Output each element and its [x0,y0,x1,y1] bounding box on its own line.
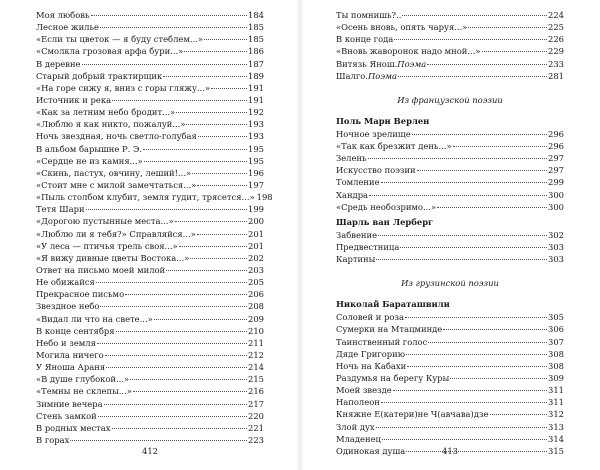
toc-entry-title: Соловей и роза [336,312,404,323]
toc-entry [36,215,264,227]
dot-leader [450,378,547,379]
toc-entry [36,94,264,106]
toc-entry [36,349,264,361]
toc-entry-page: 226 [548,34,564,45]
toc-entry-page: 193 [248,131,264,142]
toc-entry [36,9,264,21]
dot-leader [378,235,547,236]
toc-entry-page: 185 [248,22,264,33]
toc-entry-page: 296 [548,140,564,151]
toc-entry-page: 202 [248,252,264,263]
toc-entry-page: 303 [548,254,564,265]
toc-entry-title: В конце сентября [36,325,115,336]
dot-leader [381,402,547,403]
toc-entry [36,373,264,385]
toc-entry-page: 305 [548,312,564,323]
toc-entry [36,325,264,337]
toc-entry [336,433,564,445]
toc-entry [36,106,264,118]
toc-entry [336,229,564,241]
dot-leader [443,329,547,330]
toc-entry [36,45,264,57]
section-heading-french: Из французской поэзии [397,94,503,105]
toc-entry-page: 195 [248,143,264,154]
toc-entry [36,337,264,349]
dot-leader [406,354,547,355]
toc-entry [336,176,564,188]
dot-leader [204,39,247,40]
toc-entry [336,348,564,360]
toc-entry-title: «Стоит мне с милой замечтаться...» [36,179,197,190]
toc-entry [36,21,264,33]
toc-entry [336,372,564,384]
toc-entry-title: В родных местах [36,422,111,433]
dot-leader [186,124,247,125]
dot-leader [437,207,547,208]
toc-entry [36,300,264,312]
dot-leader [407,366,547,367]
toc-entry-page: 221 [248,422,264,433]
toc-entry-page: 308 [548,360,564,371]
toc-entry-title: Предвестница [336,241,400,252]
toc-entry-page: 220 [248,410,264,421]
toc-entry [336,396,564,408]
toc-entry-title: «На горе сижу я, вниз с горы гляжу...» [36,82,210,93]
toc-entry-page: 196 [248,167,264,178]
toc-entry-title: Зимние вечера [36,398,103,409]
toc-entry [336,58,564,70]
toc-entry-title: Искусство поэзии [336,165,416,176]
toc-entry [336,360,564,372]
toc-entry-title: Старый добрый трактирщик [36,70,163,81]
toc-entry [36,252,264,264]
toc-entry-title: «В душе глубокой...» [36,374,130,385]
dot-leader [70,440,247,441]
toc-entry-page: 233 [548,58,564,69]
toc-entry [336,323,564,335]
author-baratashvili: Николай Бараташвили [336,299,450,310]
dot-leader [130,379,247,380]
dot-leader [400,247,547,248]
dot-leader [100,306,247,307]
toc-entry-page: 300 [548,201,564,212]
lerberghe-entries [336,229,564,265]
toc-entry-page: 225 [548,22,564,33]
toc-entry-title: «Если ты цветок — я буду стеблем...» [36,34,204,45]
toc-entry-title: У Яноша Араня [36,362,106,373]
dot-leader [91,15,247,16]
dot-leader [197,185,247,186]
toc-entry-title: Княжне Е(катери)не Ч(авчава)дзе [336,409,489,420]
toc-entry-page: 312 [548,409,564,420]
toc-entry-page: 308 [548,348,564,359]
toc-entry [336,164,564,176]
toc-entry-page: 212 [248,349,264,360]
toc-entry [336,152,564,164]
toc-entry-page: 315 [548,445,564,456]
toc-entry-page: 192 [248,107,264,118]
toc-entry-title: Ты помнишь?.. [336,10,402,20]
toc-entry-title: Сумерки на Мтацминде [336,324,443,335]
toc-entry-page: 216 [248,386,264,397]
toc-entry [336,384,564,396]
toc-entry-title: «Я вижу дивные цветы Востока...» [36,252,190,263]
dot-leader [175,221,247,222]
left-toc-list [36,9,273,446]
toc-entry-page: 281 [548,70,564,81]
toc-entry-page: 297 [548,165,564,176]
toc-entry-title: Томление [336,177,380,188]
dot-leader [82,64,247,65]
left-page-number: 412 [142,446,158,456]
toc-entry-page: 314 [548,433,564,444]
toc-entry-title: Ответ на письмо моей милой [36,264,166,275]
dot-leader [112,100,247,101]
toc-entry [336,33,564,45]
toc-entry-page: 306 [548,324,564,335]
toc-entry-title: «Люблю я как никто, пожалуй...» [36,119,186,130]
toc-entry-title: Младенец [336,433,381,444]
toc-entry [36,167,264,179]
toc-entry [36,398,264,410]
toc-entry-page: 299 [548,177,564,188]
toc-entry-page: 205 [248,277,264,288]
dot-leader [197,234,247,235]
toc-entry-title: Витязь Янош. [336,58,398,69]
dot-leader [125,294,247,295]
toc-entry-page: 303 [548,241,564,252]
toc-entry [336,9,564,21]
dot-leader [192,173,247,174]
dot-leader [482,51,548,52]
dot-leader [96,282,247,283]
toc-entry [36,361,264,373]
toc-entry-title: В альбом барышне Р. Э. [36,143,143,154]
toc-entry-title: Ночное зрелище [336,128,411,139]
toc-entry-title: Таинственный голос [336,336,428,347]
toc-entry-title: «Пыль столбом клубит, земля гудит, трясется...» [36,192,255,203]
baratashvili-entries [336,311,564,457]
toc-entry-title: Хандра [336,189,369,200]
toc-entry-page: 197 [248,179,264,190]
dot-leader [376,259,547,260]
toc-entry-title: Звездное небо [36,301,100,312]
toc-entry-title: Могила ничего [36,349,104,360]
toc-entry [336,201,564,213]
toc-entry-title: Картины [336,254,376,265]
toc-entry-page: 307 [548,336,564,347]
toc-entry [336,253,564,265]
dot-leader [104,404,247,405]
dot-leader [100,27,247,28]
toc-entry-page: 313 [548,421,564,432]
toc-entry-title: Ночь на Кабахи [336,360,407,371]
dot-leader [453,146,547,147]
toc-entry [36,118,264,130]
dot-leader [133,391,247,392]
toc-entry-title: «Средь необозримо...» [336,201,437,212]
toc-entry-title: В конце года [336,34,394,45]
toc-entry-page: 229 [548,46,564,57]
toc-entry-page: 198 [256,192,273,203]
toc-entry-title: Злой дух [336,421,375,432]
toc-entry-page: 223 [248,434,264,445]
dot-leader [412,134,547,135]
toc-entry-page: 184 [248,10,264,20]
toc-entry [36,264,264,276]
toc-entry [336,189,564,201]
toc-entry [36,434,264,446]
right-page-number: 413 [442,446,458,456]
toc-entry [36,313,264,325]
toc-entry-title: Ночь звездная, ночь светло-голубая [36,131,197,142]
toc-entry-page: 189 [248,70,264,81]
toc-entry [36,422,264,434]
toc-entry-title: Лесное жилье [36,22,100,33]
toc-entry-page: 211 [248,337,264,348]
toc-entry-page: 311 [548,397,564,408]
toc-entry-page: 191 [248,82,264,93]
toc-entry-page: 300 [548,189,564,200]
toc-entry [36,70,264,82]
toc-entry-page: 195 [248,155,264,166]
toc-entry [36,276,264,288]
verlaine-entries [336,128,564,213]
toc-entry [336,336,564,348]
toc-entry-page: 185 [248,34,264,45]
toc-entry-page: 186 [248,46,264,57]
toc-entry-page: 200 [248,216,264,227]
toc-entry-title: Забвение [336,229,378,240]
toc-entry-genre: Поэма [367,70,397,81]
dot-leader [97,343,247,344]
dot-leader [382,439,547,440]
dot-leader [211,88,247,89]
toc-entry-page: 302 [548,229,564,240]
toc-entry-title: «Скинь, пастух, овчину, леший!...» [36,167,192,178]
dot-leader [106,367,247,368]
toc-entry [36,385,264,397]
toc-entry [336,311,564,323]
toc-entry-page: 210 [248,325,264,336]
toc-entry-page: 206 [248,289,264,300]
toc-entry-page: 209 [248,313,264,324]
toc-entry-title: Зелень [336,153,367,164]
dot-leader [163,76,247,77]
toc-entry-genre: Поэма [397,58,427,69]
dot-leader [105,355,247,356]
toc-entry-title: В деревне [36,58,81,69]
dot-leader [402,15,547,16]
dot-leader [369,195,547,196]
toc-entry-title: Раздумья на берегу Куры [336,372,450,383]
toc-entry [336,140,564,152]
toc-entry-page: 224 [548,10,564,20]
toc-entry [336,421,564,433]
right-top-entries [336,9,564,82]
toc-entry-page: 191 [248,94,264,105]
toc-entry-title: Источник и река [36,94,112,105]
toc-entry-page: 311 [548,385,564,396]
toc-entry-page: 309 [548,372,564,383]
toc-entry [36,228,264,240]
toc-entry-title: Моя любовь [36,10,90,20]
toc-entry-page: 208 [248,301,264,312]
dot-leader [427,64,547,65]
dot-leader [417,170,547,171]
toc-entry-title: «Сердце не из камня...» [36,155,143,166]
toc-entry-title: «У леса — птичья трель своя...» [36,240,178,251]
toc-entry-title: Моей звезде [336,385,392,396]
toc-entry [36,288,264,300]
dot-leader [490,414,548,415]
toc-entry-title: Наполеон [336,397,380,408]
dot-leader [381,182,547,183]
toc-entry-title: «Смолкла грозовая арфа бури...» [36,46,184,57]
toc-entry-page: 199 [248,204,264,215]
toc-entry [36,191,273,203]
toc-entry-page: 201 [248,240,264,251]
dot-leader [468,27,547,28]
toc-entry [36,33,264,45]
dot-leader [184,51,247,52]
dot-leader [368,158,547,159]
toc-entry-title: «Люблю ли я тебя?» Справляйся...» [36,228,196,239]
toc-entry-page: 187 [248,58,264,69]
toc-entry [36,179,264,191]
toc-entry [36,155,264,167]
author-verlaine: Поль Мари Верлен [336,115,430,126]
toc-entry-page: 217 [248,398,264,409]
toc-entry [336,241,564,253]
toc-entry-page: 215 [248,374,264,385]
right-toc-list [336,9,564,457]
dot-leader [179,246,247,247]
dot-leader [428,342,547,343]
dot-leader [116,331,247,332]
author-lerberghe: Шарль ван Лерберг [336,216,434,227]
toc-entry [336,21,564,33]
toc-entry-title: Небо и земля [36,337,96,348]
toc-entry-title: Тетя Шари [36,204,85,215]
dot-leader [376,427,547,428]
toc-entry [36,58,264,70]
toc-entry [336,45,564,57]
toc-entry [336,128,564,140]
dot-leader [394,39,547,40]
toc-entry-title: В горах [36,434,70,445]
toc-entry-title: Стень замкой [36,410,97,421]
dot-leader [166,270,247,271]
dot-leader [144,161,247,162]
right-page [300,0,600,470]
toc-entry-title: Шалго. [336,70,368,81]
dot-leader [154,319,247,320]
toc-entry-title: «Так как брезжит день...» [336,140,452,151]
toc-entry-title: Дяде Григорию [336,348,406,359]
dot-leader [143,149,247,150]
dot-leader [98,416,247,417]
toc-entry [36,240,264,252]
toc-entry-page: 214 [248,362,264,373]
toc-entry [36,143,264,155]
toc-entry-title: Одинокая душа [336,445,406,456]
section-heading-georgian: Из грузинской поэзии [401,278,499,289]
dot-leader [398,76,547,77]
toc-entry-page: 193 [248,119,264,130]
toc-entry-title: «Вновь жаворонок надо мной...» [336,46,481,57]
toc-entry [36,82,264,94]
dot-leader [86,209,247,210]
toc-entry [36,203,264,215]
toc-entry-title: «Осень вновь, опять чаруя...» [336,22,468,33]
toc-entry-title: «Темны не склепы...» [36,386,132,397]
toc-entry-title: Не обижайся [36,277,95,288]
toc-entry-page: 296 [548,128,564,139]
dot-leader [406,451,547,452]
toc-entry-title: Прекрасное письмо [36,289,125,300]
toc-entry-title: «Видал ли что на свете...» [36,313,153,324]
dot-leader [405,317,547,318]
toc-entry [336,408,564,420]
dot-leader [393,390,547,391]
toc-entry-title: «Как за летним небо бродит...» [36,107,176,118]
toc-entry [36,410,264,422]
toc-entry-page: 297 [548,153,564,164]
dot-leader [190,258,247,259]
toc-entry [336,70,564,82]
toc-entry-title: «Дорогою пустынные места...» [36,216,174,227]
dot-leader [112,428,247,429]
dot-leader [176,112,247,113]
toc-entry-page: 203 [248,264,264,275]
toc-entry [36,130,264,142]
toc-entry-page: 201 [248,228,264,239]
dot-leader [198,136,247,137]
